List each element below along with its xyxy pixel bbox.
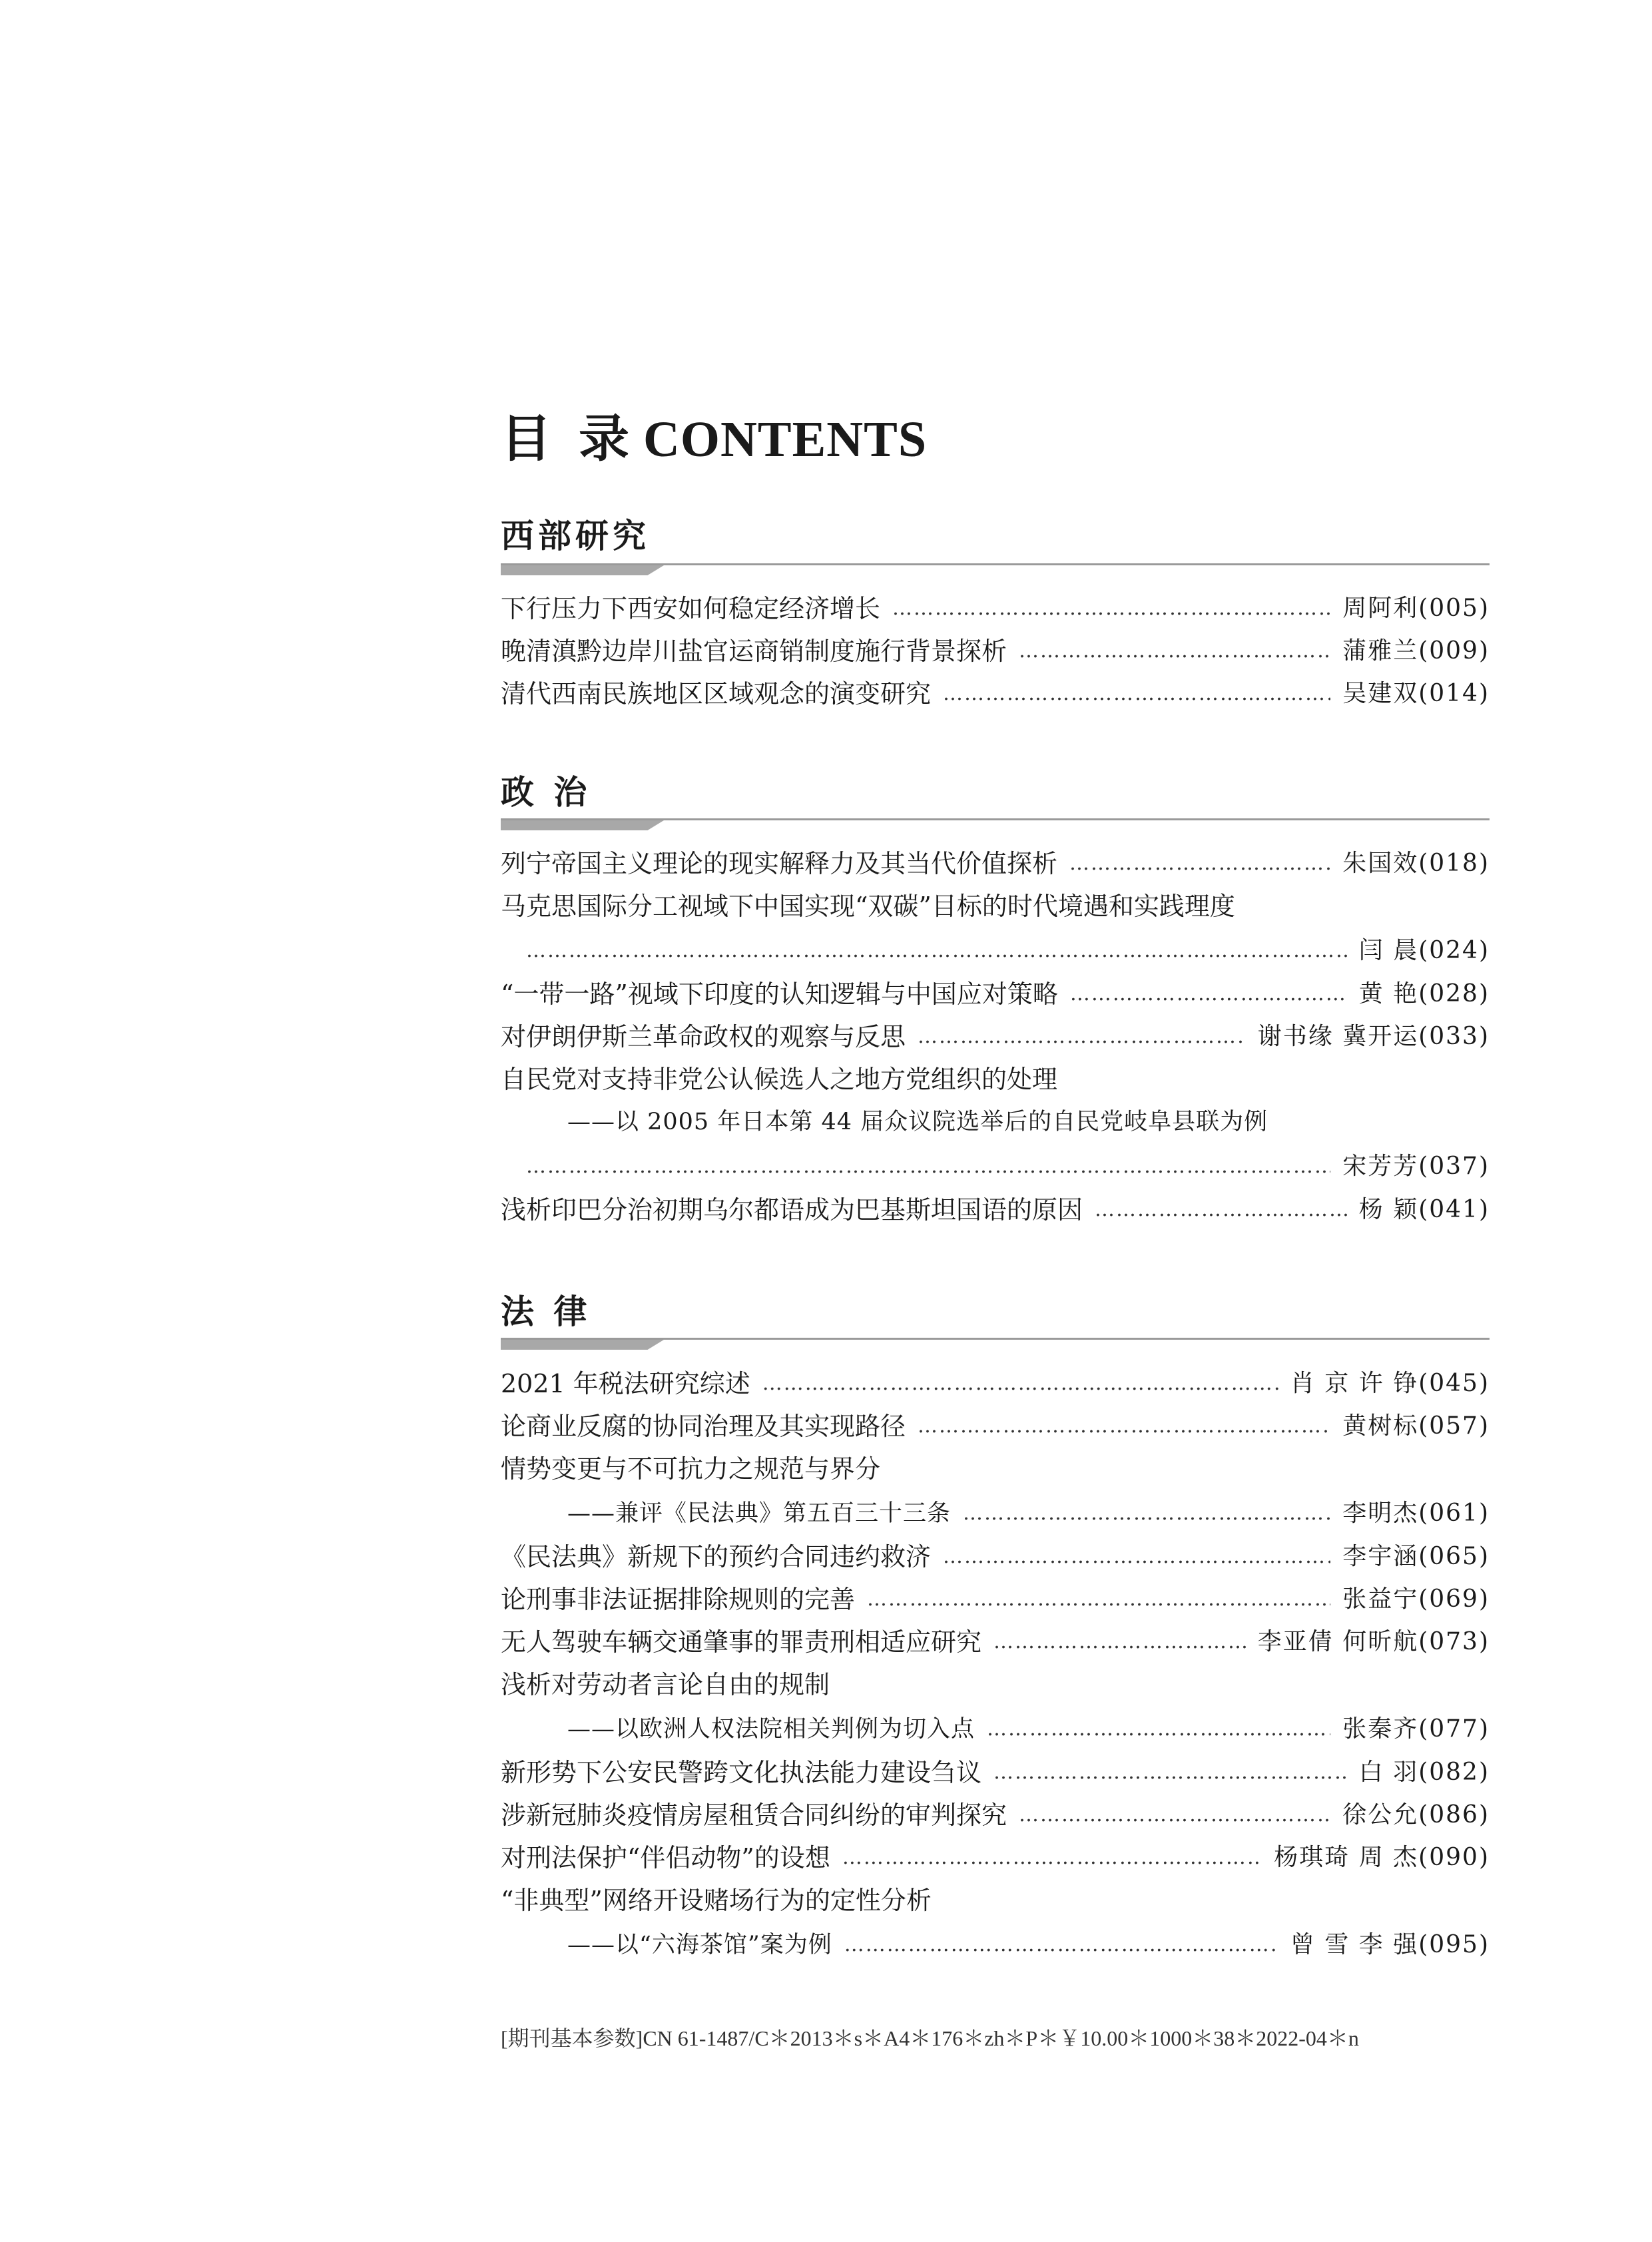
leader-dots <box>943 673 1330 715</box>
toc-entry-continuation[interactable] <box>501 930 1490 972</box>
toc-entry[interactable] <box>501 1578 1490 1621</box>
section-title: 西部研究 <box>501 516 650 555</box>
leader-dots <box>526 1145 1330 1188</box>
toc-entry[interactable] <box>501 1621 1490 1663</box>
leader-dots <box>1019 1794 1330 1836</box>
leader-dots <box>762 1362 1278 1405</box>
toc-entry[interactable] <box>501 630 1490 673</box>
toc-entry[interactable] <box>501 1189 1490 1231</box>
leader-dots <box>993 1621 1246 1663</box>
toc-entry-subtitle[interactable] <box>501 1924 1490 1966</box>
entry-title: 浅析印巴分治初期乌尔都语成为巴基斯坦国语的原因 <box>501 1195 1083 1225</box>
entry-title: 晚清滇黔边岸川盐官运商销制度施行背景探析 <box>501 637 1007 666</box>
entry-title: 对伊朗伊斯兰革命政权的观察与反思 <box>501 1022 906 1051</box>
toc-entry[interactable] <box>501 1836 1490 1879</box>
entry-subtitle: ——以“六海茶馆”案为例 <box>567 1932 832 1958</box>
entry-title: 涉新冠肺炎疫情房屋租赁合同纠纷的审判探究 <box>501 1801 1007 1830</box>
entry-author-page: 谢书缘 冀开运(033) <box>1257 1023 1490 1050</box>
toc-entry[interactable] <box>501 1794 1490 1836</box>
journal-parameters: [期刊基本参数]CN 61-1487/C＊2013＊s＊A4＊176＊zh＊P＊￥10.00＊1000＊38＊2022-04＊n <box>501 2026 1359 2050</box>
entry-title: 对刑法保护“伴侣动物”的设想 <box>501 1843 830 1872</box>
leader-dots <box>987 1708 1330 1751</box>
entry-author-page: 杨 颖(041) <box>1358 1196 1490 1223</box>
page-title: 目 录 CONTENTS <box>501 412 928 467</box>
toc-entry-continuation[interactable] <box>501 1145 1490 1188</box>
toc-entry[interactable] <box>501 673 1490 715</box>
leader-dots <box>918 1015 1246 1058</box>
leader-dots <box>1095 1189 1347 1231</box>
entry-author-page: 朱国效(018) <box>1342 850 1490 877</box>
entry-author-page: 张秦齐(077) <box>1342 1715 1490 1743</box>
entry-title: 浅析对劳动者言论自由的规制 <box>501 1670 830 1699</box>
toc-entry[interactable] <box>501 1536 1490 1578</box>
entry-author-page: 宋芳芳(037) <box>1342 1153 1490 1180</box>
entry-author-page: 闫 晨(024) <box>1358 937 1490 964</box>
toc-entry[interactable] <box>501 587 1490 630</box>
entry-title: 清代西南民族地区区域观念的演变研究 <box>501 679 932 708</box>
entry-title: 自民党对支持非党公认候选人之地方党组织的处理 <box>501 1065 1058 1094</box>
entry-subtitle: ——以 2005 年日本第 44 届众议院选举后的自民党岐阜县联为例 <box>567 1109 1268 1135</box>
toc-entry[interactable] <box>501 1448 1490 1490</box>
section-title: 法 律 <box>501 1292 591 1331</box>
section-title: 政 治 <box>501 772 591 812</box>
entry-title: 新形势下公安民警跨文化执法能力建设刍议 <box>501 1758 982 1787</box>
toc-entry[interactable] <box>501 1751 1490 1794</box>
entry-title: “非典型”网络开设赌场行为的定性分析 <box>501 1886 932 1915</box>
entry-title: 论商业反腐的协同治理及其实现路径 <box>501 1412 906 1441</box>
entry-author-page: 黄树标(057) <box>1342 1412 1490 1440</box>
entry-author-page: 曾 雪 李 强(095) <box>1290 1931 1490 1958</box>
entry-author-page: 白 羽(082) <box>1358 1759 1490 1786</box>
entry-author-page: 吴建双(014) <box>1342 680 1490 707</box>
section-divider <box>501 1338 1490 1351</box>
toc-entry[interactable] <box>501 973 1490 1015</box>
leader-dots <box>1069 842 1330 885</box>
entry-author-page: 肖 京 许 铮(045) <box>1290 1370 1490 1397</box>
entry-title: 下行压力下西安如何稳定经济增长 <box>501 594 881 623</box>
entry-author-page: 徐公允(086) <box>1342 1801 1490 1828</box>
entry-author-page: 张益宁(069) <box>1342 1585 1490 1613</box>
entry-author-page: 杨琪琦 周 杰(090) <box>1274 1844 1490 1871</box>
toc-entry[interactable] <box>501 842 1490 885</box>
leader-dots <box>867 1578 1330 1621</box>
section-divider <box>501 818 1490 832</box>
entry-title: 马克思国际分工视域下中国实现“双碳”目标的时代境遇和实践理度 <box>501 892 1235 921</box>
entry-subtitle: ——兼评《民法典》第五百三十三条 <box>567 1500 952 1527</box>
leader-dots <box>1070 973 1347 1015</box>
entry-title: 论刑事非法证据排除规则的完善 <box>501 1585 856 1614</box>
leader-dots <box>844 1924 1278 1966</box>
toc-entry[interactable] <box>501 1663 1490 1706</box>
leader-dots <box>943 1536 1330 1578</box>
toc-entry[interactable] <box>501 885 1490 928</box>
toc-entry[interactable] <box>501 1405 1490 1448</box>
toc-entry[interactable] <box>501 1058 1490 1101</box>
toc-entry[interactable] <box>501 1362 1490 1405</box>
leader-dots <box>892 587 1330 630</box>
entry-author-page: 蒲雅兰(009) <box>1342 637 1490 665</box>
toc-entry-subtitle <box>501 1101 1490 1143</box>
entry-author-page: 李宇涵(065) <box>1342 1543 1490 1570</box>
toc-entry-subtitle[interactable] <box>501 1492 1490 1535</box>
leader-dots <box>526 930 1347 972</box>
toc-entry[interactable] <box>501 1879 1490 1922</box>
entry-title: “一带一路”视域下印度的认知逻辑与中国应对策略 <box>501 980 1058 1009</box>
entry-subtitle: ——以欧洲人权法院相关判例为切入点 <box>567 1716 975 1743</box>
section-divider <box>501 563 1490 577</box>
entry-title: 情势变更与不可抗力之规范与界分 <box>501 1454 881 1484</box>
leader-dots <box>993 1751 1347 1794</box>
entry-author-page: 李亚倩 何昕航(073) <box>1257 1628 1490 1655</box>
entry-title: 2021 年税法研究综述 <box>501 1369 750 1398</box>
leader-dots <box>1019 630 1330 673</box>
entry-author-page: 李明杰(061) <box>1342 1500 1490 1527</box>
entry-author-page: 黄 艳(028) <box>1358 980 1490 1007</box>
entry-title: 列宁帝国主义理论的现实解释力及其当代价值探析 <box>501 849 1058 878</box>
entry-title: 无人驾驶车辆交通肇事的罪责刑相适应研究 <box>501 1627 982 1657</box>
toc-entry[interactable] <box>501 1015 1490 1058</box>
leader-dots <box>842 1836 1262 1879</box>
leader-dots <box>918 1405 1330 1448</box>
entry-author-page: 周阿利(005) <box>1342 595 1490 622</box>
entry-title: 《民法典》新规下的预约合同违约救济 <box>501 1542 932 1571</box>
leader-dots <box>963 1492 1330 1535</box>
toc-entry-subtitle[interactable] <box>501 1708 1490 1751</box>
